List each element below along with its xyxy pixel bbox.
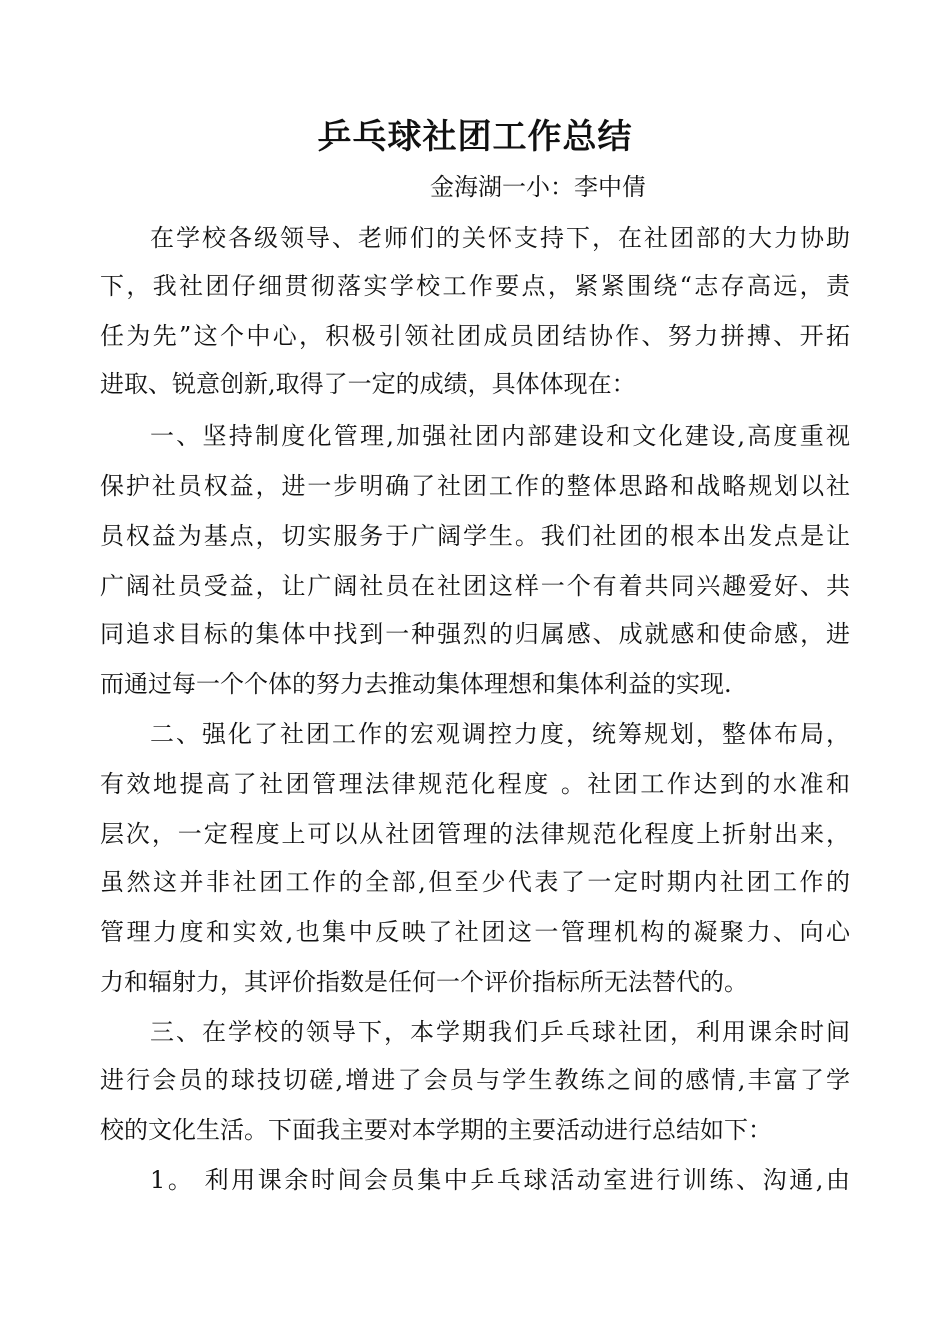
paragraph-intro-line-2: 下，我社团仔细贯彻落实学校工作要点，紧紧围绕“志存高远，责 [100, 272, 850, 300]
list-item-1-line-1: 1。 利用课余时间会员集中乒乓球活动室进行训练、沟通,由 [150, 1166, 850, 1194]
paragraph-two-line-5: 管理力度和实效,也集中反映了社团这一管理机构的凝聚力、向心 [100, 918, 850, 946]
paragraph-intro-line-3: 任为先”这个中心，积极引领社团成员团结协作、努力拼搏、开拓 [100, 322, 850, 350]
document-title: 乒乓球社团工作总结 [317, 117, 633, 157]
paragraph-three-line-1: 三、在学校的领导下，本学期我们乒乓球社团，利用课余时间 [150, 1018, 850, 1046]
paragraph-two-line-4: 虽然这并非社团工作的全部,但至少代表了一定时期内社团工作的 [100, 868, 850, 896]
paragraph-one-line-3: 员权益为基点，切实服务于广阔学生。我们社团的根本出发点是让 [100, 522, 850, 550]
paragraph-two-line-2: 有效地提高了社团管理法律规范化程度 。社团工作达到的水准和 [100, 770, 850, 798]
paragraph-intro-line-4: 进取、锐意创新,取得了一定的成绩，具体体现在： [100, 370, 636, 398]
paragraph-three-line-3: 校的文化生活。下面我主要对本学期的主要活动进行总结如下： [100, 1116, 772, 1144]
paragraph-one-line-5: 同追求目标的集体中找到一种强烈的归属感、成就感和使命感，进 [100, 620, 850, 648]
paragraph-intro-line-1: 在学校各级领导、老师们的关怀支持下，在社团部的大力协助 [150, 224, 850, 252]
author-line: 金海湖一小：李中倩 [430, 173, 646, 201]
paragraph-one-line-2: 保护社员权益，进一步明确了社团工作的整体思路和战略规划以社 [100, 472, 850, 500]
paragraph-one-line-6: 而通过每一个个体的努力去推动集体理想和集体利益的实现. [100, 670, 732, 698]
paragraph-two-line-3: 层次，一定程度上可以从社团管理的法律规范化程度上折射出来， [100, 820, 850, 848]
paragraph-three-line-2: 进行会员的球技切磋,增进了会员与学生教练之间的感情,丰富了学 [100, 1066, 850, 1094]
paragraph-one-line-1: 一、坚持制度化管理,加强社团内部建设和文化建设,高度重视 [150, 422, 850, 450]
paragraph-two-line-1: 二、强化了社团工作的宏观调控力度，统筹规划，整体布局， [150, 720, 850, 748]
paragraph-two-line-6: 力和辐射力，其评价指数是任何一个评价指标所无法替代的。 [100, 968, 748, 996]
paragraph-one-line-4: 广阔社员受益，让广阔社员在社团这样一个有着共同兴趣爱好、共 [100, 572, 850, 600]
